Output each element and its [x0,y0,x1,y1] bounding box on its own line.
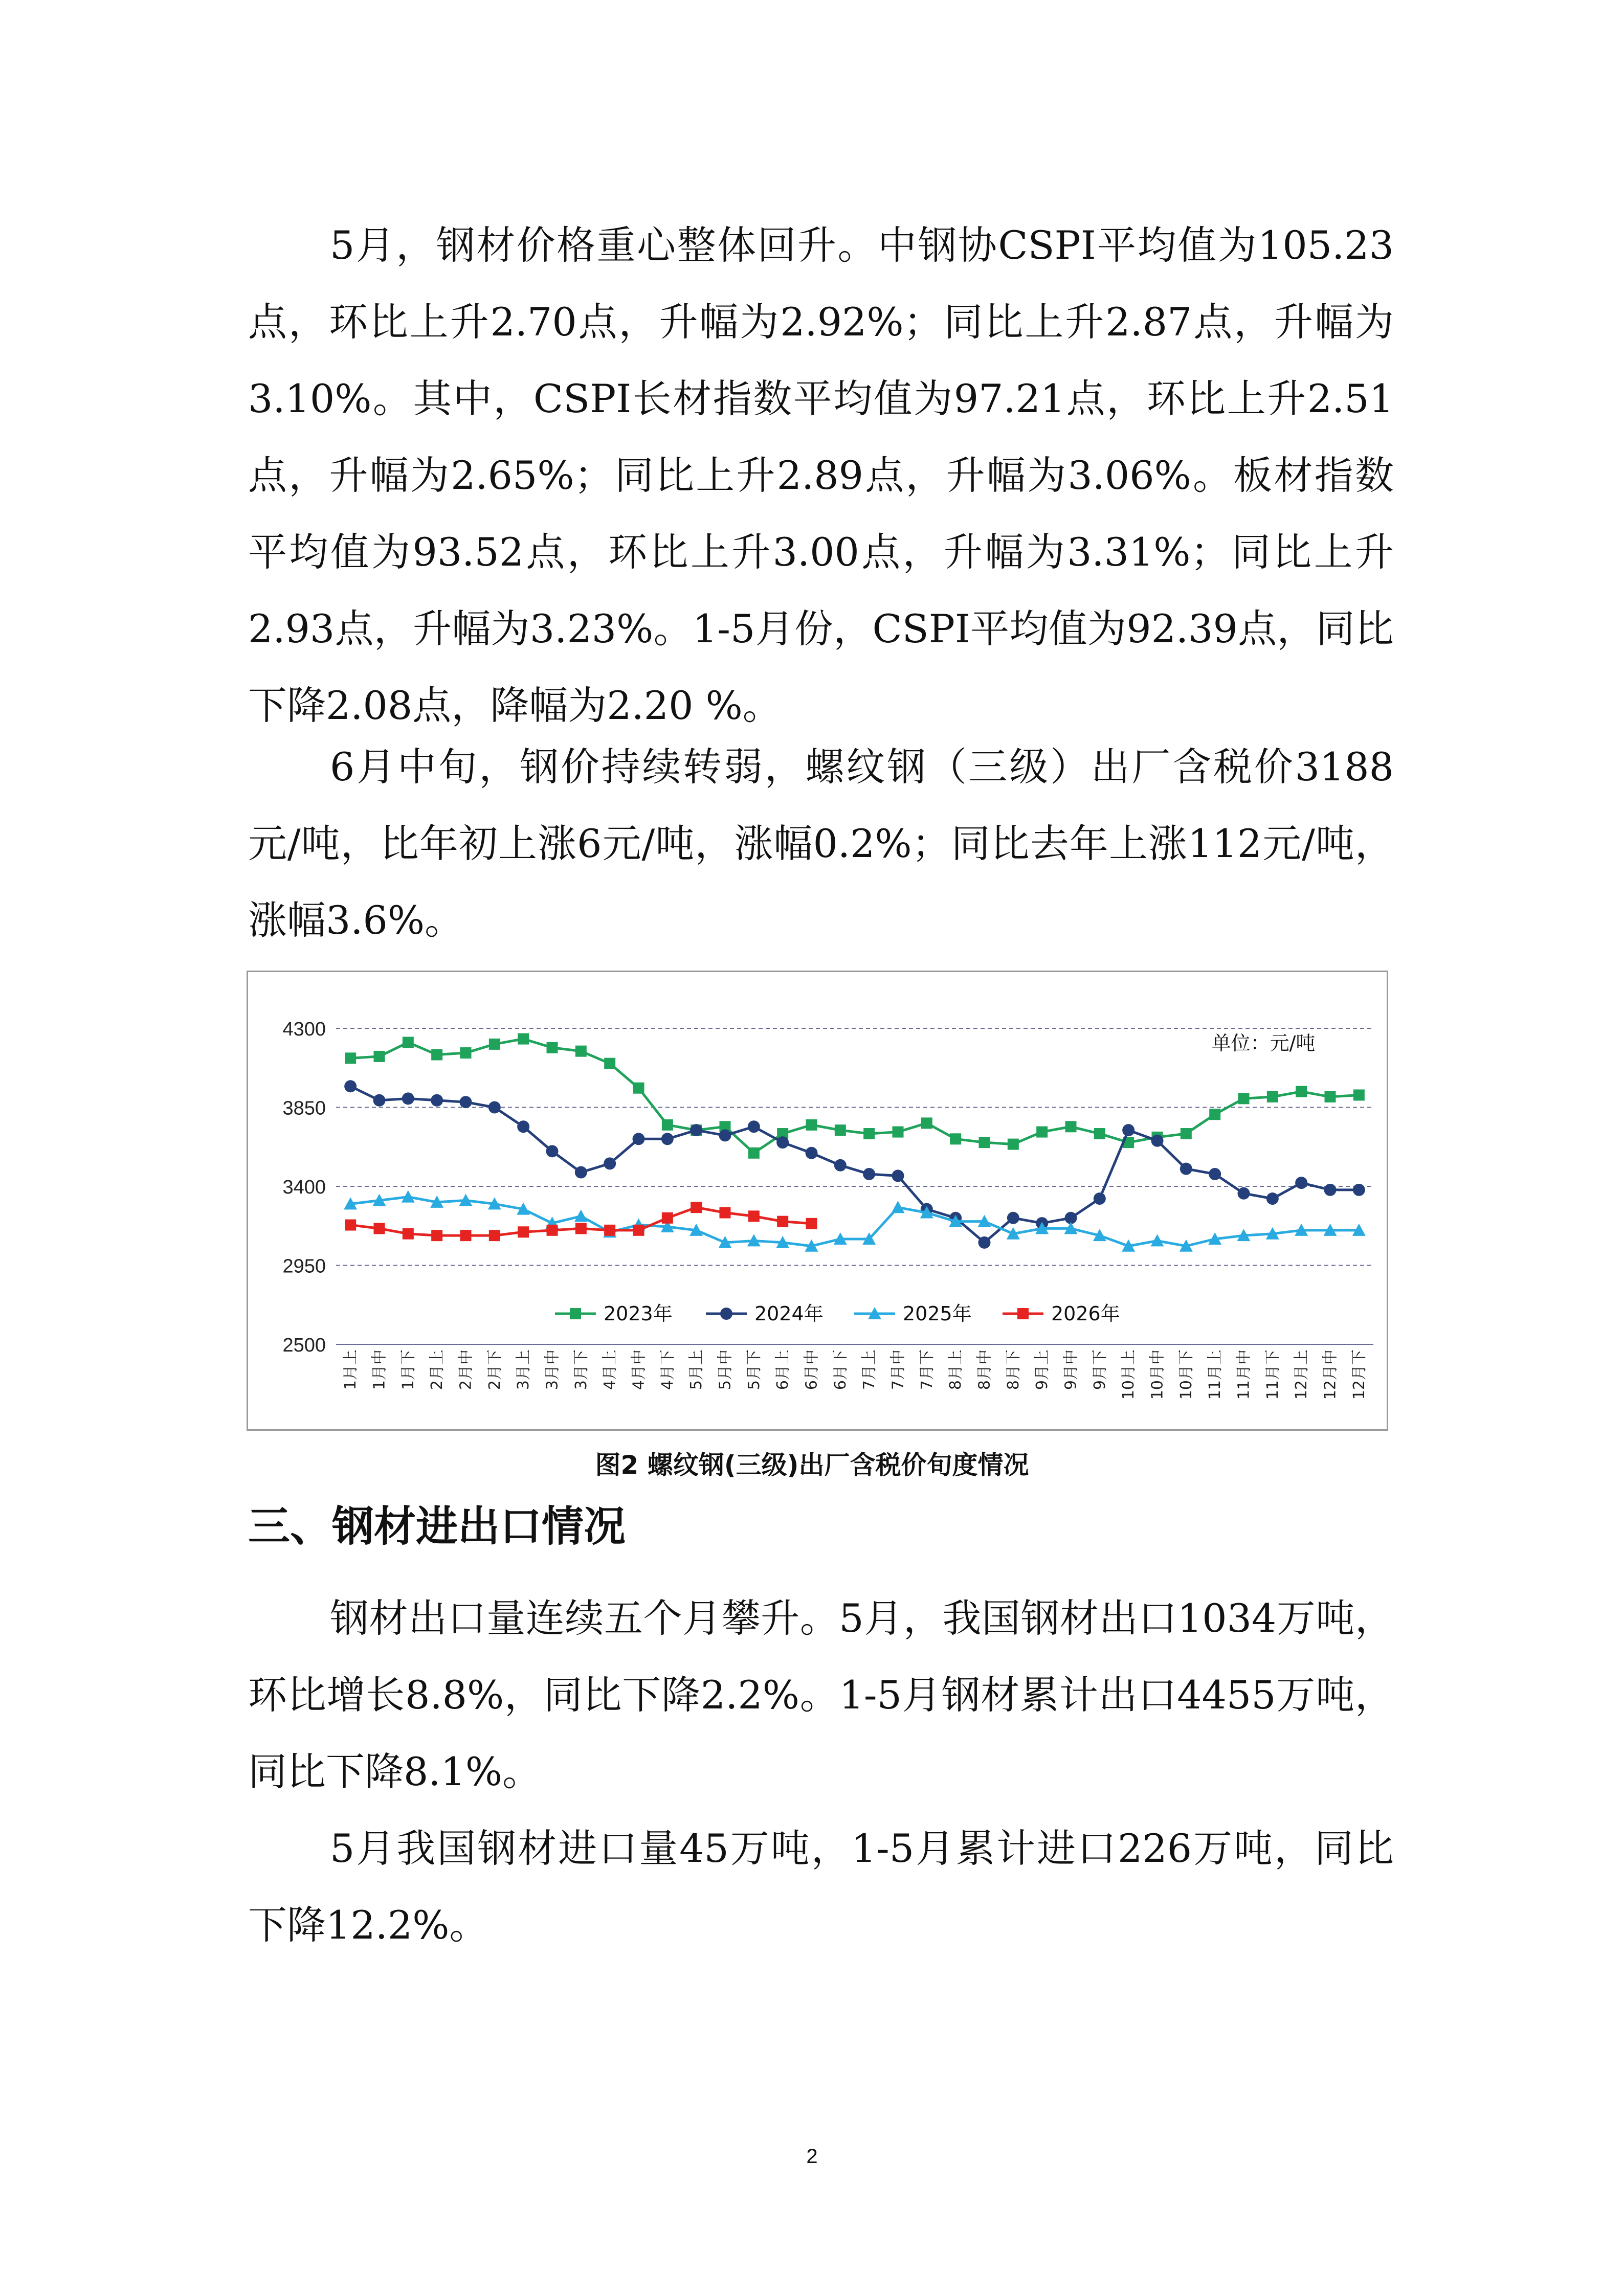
rebar-price-chart-svg [248,972,1387,1429]
x-tick-label: 8月下 [1004,1349,1022,1390]
x-tick-label: 6月中 [803,1349,821,1390]
data-point-3 [691,1202,702,1213]
legend-marker [720,1308,732,1320]
data-point-1 [633,1133,645,1145]
data-point-3 [374,1223,385,1234]
data-point-0 [1036,1127,1048,1138]
data-point-1 [1295,1177,1307,1189]
data-point-0 [374,1051,385,1062]
x-tick-label: 10月下 [1177,1349,1195,1400]
x-tick-label: 2月中 [457,1349,475,1390]
data-point-1 [373,1094,386,1107]
x-tick-label: 8月中 [975,1349,994,1390]
legend-label: 2023年 [604,1302,673,1325]
x-tick-label: 5月下 [745,1349,763,1390]
data-point-0 [1238,1093,1250,1104]
data-point-3 [633,1225,644,1236]
x-tick-label: 9月中 [1062,1349,1080,1390]
data-point-3 [575,1223,587,1234]
data-point-1 [1180,1163,1192,1175]
x-tick-label: 3月上 [515,1349,533,1390]
data-point-0 [979,1137,990,1148]
section-heading: 三、钢材进出口情况 [248,1502,626,1551]
data-point-0 [806,1119,817,1131]
data-point-0 [1181,1128,1192,1139]
data-point-1 [1266,1192,1279,1205]
x-tick-label: 9月上 [1033,1349,1052,1390]
x-tick-label: 9月下 [1091,1349,1109,1390]
data-point-1 [834,1159,847,1172]
data-point-3 [518,1226,529,1237]
data-point-1 [892,1169,904,1182]
x-tick-label: 2月下 [485,1349,504,1390]
data-point-1 [1324,1184,1337,1196]
x-tick-label: 7月下 [918,1349,936,1390]
data-point-0 [921,1117,932,1129]
data-point-1 [1007,1212,1019,1224]
y-tick-label: 4300 [282,1019,326,1040]
data-point-1 [690,1124,702,1136]
data-point-0 [1296,1086,1307,1097]
data-point-1 [719,1129,731,1141]
data-point-0 [1065,1121,1077,1132]
data-point-1 [776,1136,789,1149]
x-tick-label: 1月中 [370,1349,389,1390]
y-tick-label: 2500 [282,1335,326,1356]
x-tick-label: 10月中 [1148,1349,1167,1400]
data-point-1 [978,1236,991,1249]
data-point-1 [863,1168,875,1180]
x-tick-label: 12月中 [1321,1349,1340,1400]
data-point-0 [460,1047,472,1059]
data-point-0 [1008,1139,1019,1150]
data-point-3 [604,1225,615,1236]
data-point-2 [1151,1234,1164,1246]
data-point-3 [431,1230,442,1241]
x-tick-label: 10月上 [1120,1349,1138,1400]
data-point-1 [748,1120,760,1133]
x-tick-label: 1月上 [342,1349,360,1390]
data-point-3 [345,1220,356,1231]
data-point-0 [1353,1089,1365,1100]
x-tick-label: 3月中 [543,1349,562,1390]
data-point-1 [575,1166,587,1179]
series-line-0 [350,1039,1359,1153]
data-point-0 [604,1058,615,1069]
legend-label: 2026年 [1051,1302,1120,1325]
data-point-3 [489,1230,500,1241]
x-tick-label: 4月上 [601,1349,619,1390]
data-point-3 [662,1212,673,1224]
data-point-0 [748,1147,760,1159]
data-point-1 [1238,1187,1250,1200]
x-tick-label: 6月下 [831,1349,850,1390]
paragraph-rebar-price: 6月中旬，钢价持续转弱，螺纹钢（三级）出厂含税价3188元/吨，比年初上涨6元/吨，涨幅0.2%；同比去年上涨112元/吨，涨幅3.6%。 [248,744,1394,943]
data-point-1 [661,1133,674,1145]
x-tick-label: 7月上 [860,1349,879,1390]
x-tick-label: 4月下 [658,1349,677,1390]
y-tick-label: 3400 [282,1177,326,1198]
unit-label: 单位：元/吨 [1211,1032,1316,1054]
data-point-2 [574,1209,588,1222]
data-point-3 [547,1225,558,1236]
data-point-0 [863,1128,875,1139]
data-point-1 [460,1096,472,1108]
data-point-3 [748,1210,760,1222]
x-tick-label: 7月中 [889,1349,907,1390]
legend-label: 2025年 [903,1302,972,1325]
data-point-0 [1267,1091,1278,1102]
data-point-1 [1353,1184,1365,1196]
data-point-0 [489,1039,500,1050]
data-point-1 [488,1101,501,1114]
data-point-0 [633,1083,644,1094]
data-point-1 [806,1147,818,1159]
data-point-0 [835,1124,846,1136]
data-point-3 [777,1216,788,1227]
x-tick-label: 1月下 [399,1349,417,1390]
data-point-1 [604,1157,616,1169]
rebar-price-chart [247,971,1388,1431]
x-tick-label: 6月上 [774,1349,792,1390]
legend-label: 2024年 [754,1302,824,1325]
y-tick-label: 3850 [282,1097,326,1119]
data-point-3 [806,1218,817,1229]
data-point-1 [1151,1135,1164,1147]
data-point-0 [431,1049,442,1061]
data-point-1 [402,1092,414,1105]
y-tick-label: 2950 [282,1255,326,1277]
data-point-1 [517,1120,529,1133]
data-point-0 [518,1033,529,1045]
data-point-1 [1122,1124,1134,1136]
data-point-0 [893,1127,904,1138]
data-point-3 [460,1230,472,1241]
x-tick-label: 12月上 [1293,1349,1311,1400]
data-point-1 [1094,1192,1106,1205]
legend-marker [570,1308,581,1319]
x-tick-label: 5月中 [716,1349,735,1390]
data-point-0 [547,1042,558,1053]
x-tick-label: 5月上 [687,1349,706,1390]
data-point-0 [575,1046,587,1057]
data-point-1 [344,1080,357,1092]
paragraph-cspi: 5月，钢材价格重心整体回升。中钢协CSPI平均值为105.23点，环比上升2.70点，升幅为2.92%；同比上升2.87点，升幅为3.10%。其中，CSPI长材指数平均值为97.21点，环比上升2.51点，升幅为2.65%；同比上升2.89点，升幅为3.06%。板材指数平均值为93.52点，环比上升3.00点，升幅为3.31%；同比上升2.93点，升幅为3.23%。1-5月份，CSPI平均值为92.39点，同比下降2.08点，降幅为2.20 %。 [248,222,1394,728]
x-tick-label: 4月中 [630,1349,648,1390]
x-tick-label: 3月下 [572,1349,590,1390]
data-point-1 [546,1145,559,1157]
data-point-0 [403,1037,414,1048]
x-tick-label: 11月上 [1206,1349,1225,1400]
paragraph-import: 5月我国钢材进口量45万吨，1-5月累计进口226万吨，同比下降12.2%。 [248,1826,1394,1948]
data-point-1 [1209,1168,1221,1180]
data-point-0 [1325,1091,1336,1102]
data-point-0 [950,1133,961,1144]
x-tick-label: 11月中 [1235,1349,1253,1400]
data-point-0 [1094,1128,1105,1139]
data-point-0 [662,1119,673,1131]
x-tick-label: 11月下 [1263,1349,1282,1400]
legend-marker [1017,1308,1029,1319]
series-line-1 [350,1086,1359,1243]
page-number: 2 [806,2145,818,2168]
x-tick-label: 8月上 [947,1349,965,1390]
chart-caption: 图2 螺纹钢(三级)出厂含税价旬度情况 [595,1450,1029,1480]
x-tick-label: 12月下 [1350,1349,1368,1400]
data-point-1 [431,1094,443,1107]
x-tick-label: 2月上 [428,1349,447,1390]
data-point-3 [403,1228,414,1240]
data-point-2 [892,1201,905,1213]
series-line-2 [350,1197,1359,1246]
paragraph-export: 钢材出口量连续五个月攀升。5月，我国钢材出口1034万吨，环比增长8.8%，同比下降2.2%。1-5月钢材累计出口4455万吨，同比下降8.1%。 [248,1595,1394,1794]
data-point-0 [1209,1109,1220,1120]
data-point-3 [720,1207,731,1219]
data-point-0 [345,1052,356,1064]
